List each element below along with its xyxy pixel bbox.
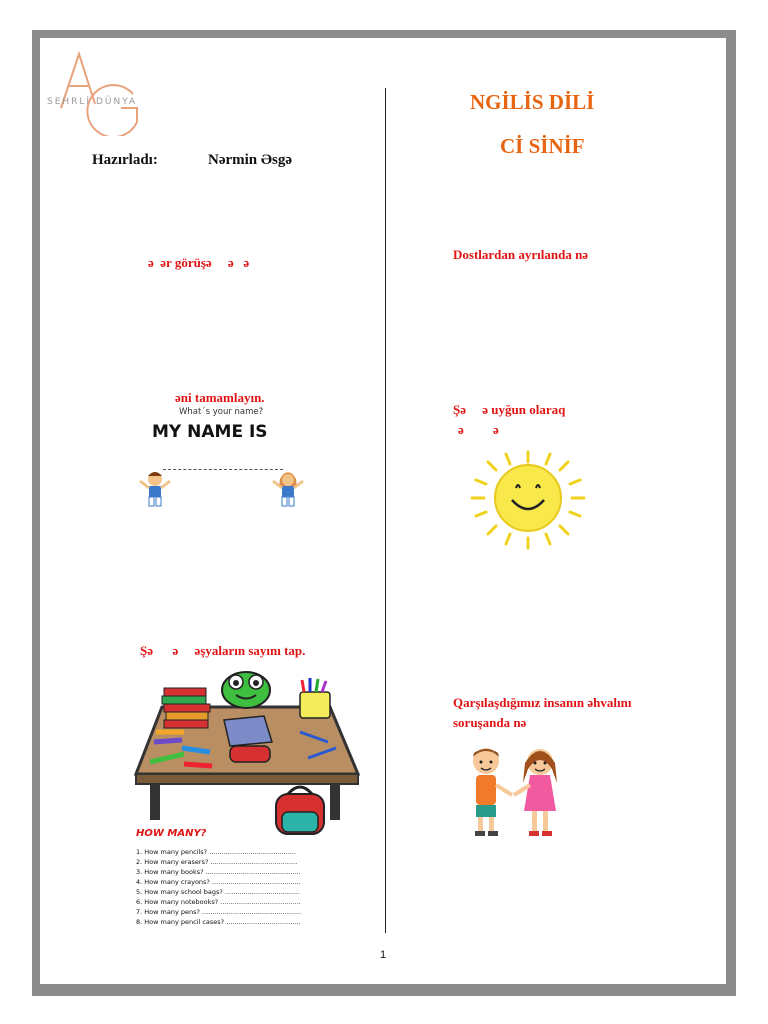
question-item: 8. How many pencil cases? .................................... (136, 918, 301, 926)
girl-cartoon (267, 467, 309, 509)
question-item: 1. How many pencils? .......................................... (136, 848, 296, 856)
logo (45, 46, 155, 136)
task-complete: əni tamamlayın. (175, 390, 265, 405)
logo-tagline: SEHRLİ DÜNYA (47, 97, 138, 107)
desk-illustration (132, 662, 362, 840)
title-line-2: Cİ SİNİF (500, 134, 585, 158)
task-howareyou-line-1: Qarşılaşdığımız insanın əhvalını (453, 695, 632, 710)
task-picture-line-2: ə ə (458, 422, 499, 437)
task-count: Şə ə əşyaların sayını tap. (140, 643, 306, 658)
name-write-line (163, 469, 283, 470)
boy-cartoon (135, 467, 177, 509)
prepared-by-label: Hazırladı: (92, 152, 158, 168)
question-item: 4. How many crayons? ........................................... (136, 878, 301, 886)
question-item: 5. How many school bags? .................................... (136, 888, 300, 896)
page-frame-inner (40, 38, 726, 984)
question-item: 2. How many erasers? .......................................... (136, 858, 298, 866)
question-item: 3. How many books? .............................................. (136, 868, 301, 876)
kids-handshake-illustration (460, 745, 572, 840)
task-howareyou-line-2: soruşanda nə (453, 715, 527, 730)
author-name: Nərmin Əsgə (208, 152, 292, 168)
task-greeting: ə ər görüşə ə ə (148, 255, 250, 270)
howmany-questions (136, 847, 301, 927)
sun-illustration (468, 450, 588, 550)
name-card (135, 405, 310, 510)
task-picture-line-1: Şə ə uyğun olaraq (453, 402, 566, 417)
title-line-1: NGİLİS DİLİ (470, 90, 595, 114)
name-card-question: What´s your name? (179, 407, 264, 417)
howmany-title: HOW MANY? (136, 828, 207, 839)
column-divider (385, 88, 386, 933)
question-item: 6. How many notebooks? ....................................... (136, 898, 301, 906)
question-item: 7. How many pens? ................................................ (136, 908, 302, 916)
logo-graphic (45, 46, 155, 136)
name-card-heading: MY NAME IS (152, 422, 268, 442)
page-number: 1 (380, 949, 387, 961)
task-farewell: Dostlardan ayrılanda nə (453, 247, 589, 262)
